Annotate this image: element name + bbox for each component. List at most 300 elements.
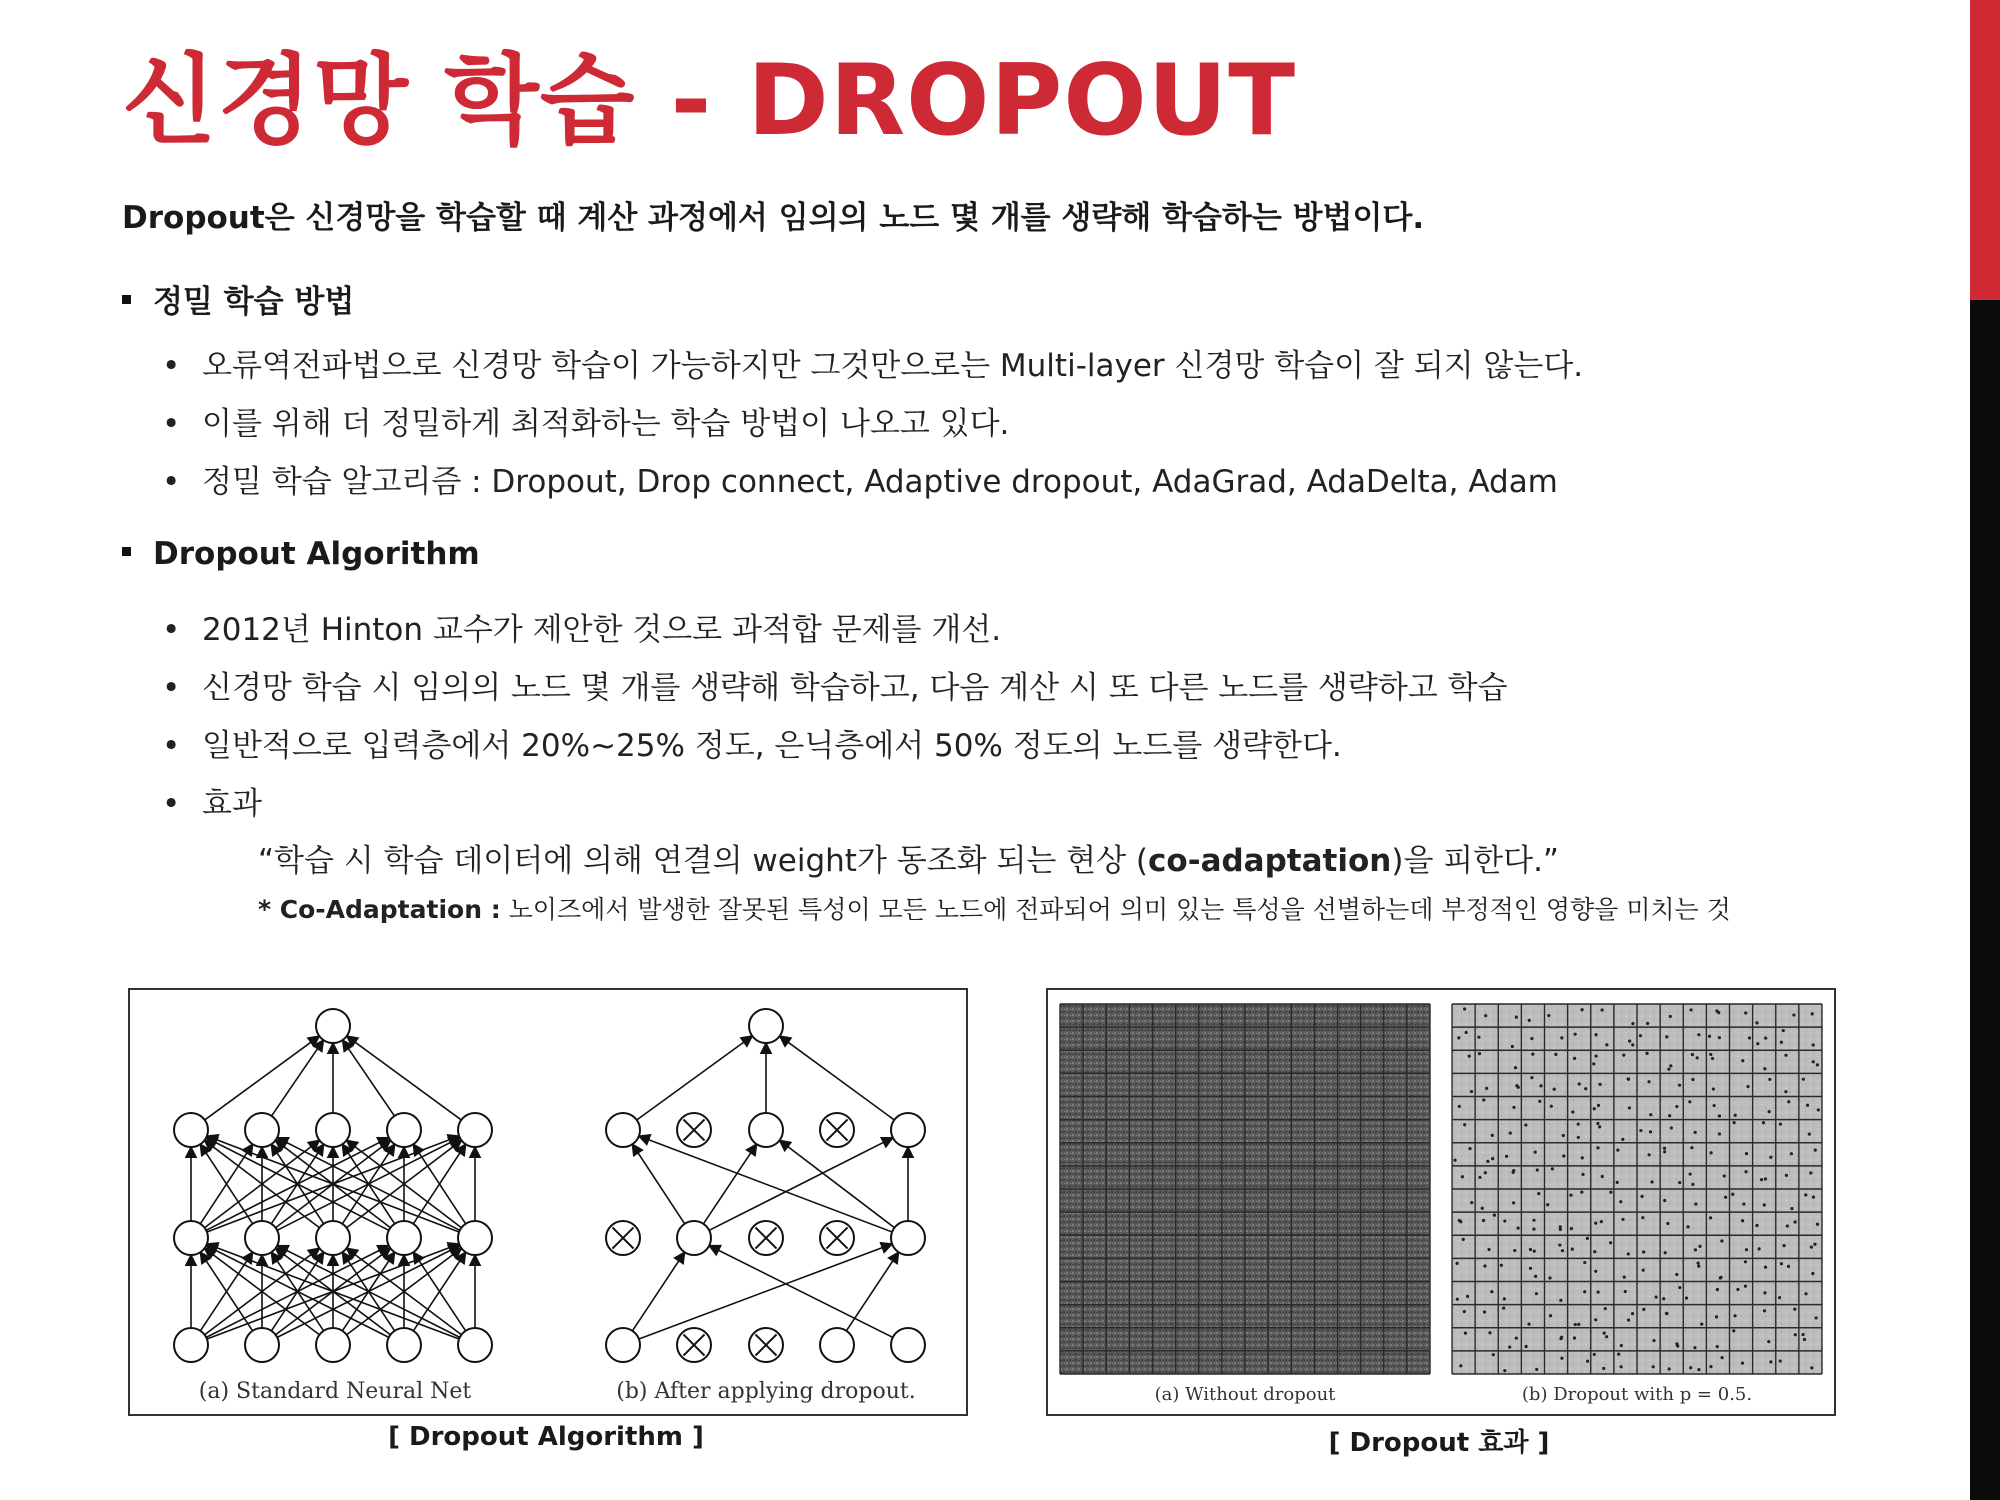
feature-dot [1663,1199,1666,1202]
feature-dot [1509,1131,1512,1134]
neural-net-diagram [130,990,966,1414]
feature-dot [1462,1238,1465,1241]
feature-dot [1662,1297,1665,1300]
feature-dot [1709,1216,1712,1219]
feature-dot [1458,1105,1461,1108]
feature-dot [1586,1237,1589,1240]
feature-dot [1744,1285,1747,1288]
feature-dot [1697,1261,1700,1264]
feature-dot [1642,1250,1645,1253]
feature-dot [1463,1310,1466,1313]
feature-dot [1537,1192,1540,1195]
feature-dot [1586,1360,1589,1363]
feature-dot [1782,1244,1785,1247]
network-node [458,1328,492,1362]
feature-dot [1559,1225,1562,1228]
network-node [677,1221,711,1255]
dropped-node [749,1328,783,1362]
feature-dot [1669,1015,1672,1018]
feature-dot [1535,1368,1538,1371]
feature-dot [1512,1169,1515,1172]
feature-dot [1562,1154,1565,1157]
list-item: • 신경망 학습 시 임의의 노드 몇 개를 생략해 학습하고, 다음 계산 시 또 다른 노드를 생략하고 학습 [162,670,1508,706]
feature-dot [1745,1248,1748,1251]
co-adaptation-note: * Co-Adaptation : 노이즈에서 발생한 잘못된 특성이 모든 노드에 전파되어 의미 있는 특성을 선별하는데 부정적인 영향을 미치는 것 [258,895,1731,924]
dropped-node [606,1221,640,1255]
feature-dot [1465,1031,1468,1034]
feature-dot [1513,1249,1516,1252]
feature-dot [1577,1323,1580,1326]
feature-dot [1732,1329,1735,1332]
feature-dot [1524,1123,1527,1126]
feature-dot [1573,1336,1576,1339]
feature-dot [1530,1037,1533,1040]
feature-dot [1709,1053,1712,1056]
feature-dot [1768,1078,1771,1081]
feature-dot [1697,1368,1700,1371]
feature-dot [1600,1220,1603,1223]
feature-dot [1816,1223,1819,1226]
connection-edge [709,1246,893,1338]
feature-dot [1559,1299,1562,1302]
figure-caption-algorithm: [ Dropout Algorithm ] [388,1422,704,1452]
feature-dot [1517,1086,1520,1089]
feature-dot [1529,1248,1532,1251]
feature-dot [1640,1195,1643,1198]
feature-dot [1688,1100,1691,1103]
feature-dot [1715,1315,1718,1318]
feature-dot [1596,1146,1599,1149]
feature-dot [1503,1219,1506,1222]
feature-dot [1811,1012,1814,1015]
feature-dot [1718,1132,1721,1135]
feature-dot [1764,1037,1767,1040]
feature-dot [1744,1170,1747,1173]
feature-dot [1628,1039,1631,1042]
connection-edge [205,1036,320,1120]
feature-dot [1816,1063,1819,1066]
feature-dot [1648,1153,1651,1156]
with-dropout-label: (b) Dropout with p = 0.5. [1521,1384,1753,1405]
feature-dot [1744,1260,1747,1263]
feature-dot [1779,1359,1782,1362]
feature-dot [1813,1243,1816,1246]
feature-dot [1762,1121,1765,1124]
feature-dot [1482,1219,1485,1222]
feature-dot [1622,1054,1625,1057]
feature-dot [1763,1203,1766,1206]
list-item: • 정밀 학습 알고리즘 : Dropout, Drop connect, Adaptive dropout, AdaGrad, AdaDelta, Adam [162,464,1558,500]
feature-dot [1603,1332,1606,1335]
feature-dot [1512,1201,1515,1204]
feature-dot [1665,1035,1668,1038]
feature-dot [1817,1108,1820,1111]
feature-dot [1696,1056,1699,1059]
feature-dot [1621,1138,1624,1141]
feature-dot [1580,1191,1583,1194]
feature-dot [1812,1195,1815,1198]
feature-dot [1763,1067,1766,1070]
feature-dot [1802,1078,1805,1081]
network-node [749,1009,783,1043]
feature-dot [1787,1265,1790,1268]
feature-dot [1806,1104,1809,1107]
feature-grid-diagram [1048,990,1834,1414]
feature-dot [1463,1007,1466,1010]
feature-dot [1532,1219,1535,1222]
feature-dot [1561,1249,1564,1252]
sidebar-dark-bar [1970,300,2000,1500]
feature-dot [1468,1055,1471,1058]
dropped-node [677,1328,711,1362]
feature-dot [1466,1295,1469,1298]
feature-dot [1583,1290,1586,1293]
feature-dot [1492,1353,1495,1356]
feature-dot [1655,1295,1658,1298]
feature-dot [1779,1123,1782,1126]
feature-dot [1534,1275,1537,1278]
feature-dot [1793,1220,1796,1223]
network-node [387,1328,421,1362]
feature-dot [1593,1107,1596,1110]
feature-dot [1478,1052,1481,1055]
feature-dot [1790,1207,1793,1210]
feature-dot [1617,1353,1620,1356]
feature-dot [1720,1239,1723,1242]
feature-dot [1594,1222,1597,1225]
feature-dot [1593,1353,1596,1356]
feature-dot [1712,1087,1715,1090]
feature-dot [1491,1157,1494,1160]
feature-dot [1459,1364,1462,1367]
feature-dot [1457,1036,1460,1039]
network-node [387,1113,421,1147]
feature-dot [1665,1312,1668,1315]
network-node [174,1113,208,1147]
feature-dot [1505,1155,1508,1158]
feature-dot [1769,1156,1772,1159]
feature-dot [1515,1015,1518,1018]
feature-dot [1571,1110,1574,1113]
feature-dot [1790,1152,1793,1155]
connection-edge [703,1144,756,1224]
connection-edge [639,1136,892,1232]
list-item: • 오류역전파법으로 신경망 학습이 가능하지만 그것만으로는 Multi-layer 신경망 학습이 잘 되지 않는다. [162,348,1584,384]
feature-dot [1597,1291,1600,1294]
dropped-node [820,1113,854,1147]
feature-dot [1810,1245,1813,1248]
network-node [891,1328,925,1362]
feature-dot [1483,1310,1486,1313]
feature-dot [1490,1290,1493,1293]
feature-dot [1708,1035,1711,1038]
feature-dot [1769,1360,1772,1363]
feature-dot [1689,1008,1692,1011]
feature-dot [1485,1087,1488,1090]
feature-dot [1652,1339,1655,1342]
feature-dot [1539,1084,1542,1087]
feature-dot [1550,1105,1553,1108]
feature-dot [1527,1322,1530,1325]
feature-dot [1675,1273,1678,1276]
feature-dot [1533,1250,1536,1253]
feature-dot [1768,1110,1771,1113]
list-item: • 일반적으로 입력층에서 20%~25% 정도, 은닉층에서 50% 정도의 노드를 생략한다. [162,728,1342,764]
dropout-effect-figure [1046,988,1836,1416]
feature-dot [1763,1309,1766,1312]
feature-dot [1731,1193,1734,1196]
network-node [891,1113,925,1147]
feature-dot [1620,1344,1623,1347]
feature-dot [1597,1104,1600,1107]
feature-dot [1604,1307,1607,1310]
feature-dot [1512,1106,1515,1109]
feature-dot [1649,1130,1652,1133]
feature-dot [1741,1361,1744,1364]
feature-dot [1592,1062,1595,1065]
feature-dot [1536,1168,1539,1171]
feature-dot [1503,1369,1506,1372]
feature-dot [1678,1084,1681,1087]
feature-dot [1778,1296,1781,1299]
feature-dot [1808,1133,1811,1136]
feature-dot [1801,1333,1804,1336]
feature-dot [1578,1082,1581,1085]
feature-dot [1664,1251,1667,1254]
feature-dot [1718,1114,1721,1117]
feature-dot [1515,1337,1518,1340]
feature-dot [1650,1180,1653,1183]
feature-dot [1562,1134,1565,1137]
feature-dot [1503,1297,1506,1300]
feature-dot [1456,1262,1459,1265]
feature-dot [1577,1136,1580,1139]
feature-dot [1647,1080,1650,1083]
feature-dot [1786,1224,1789,1227]
feature-dot [1535,1292,1538,1295]
feature-dot [1812,1043,1815,1046]
feature-dot [1532,1227,1535,1230]
feature-dot [1748,1036,1751,1039]
feature-dot [1605,1335,1608,1338]
feature-dot [1649,1113,1652,1116]
feature-dot [1646,1052,1649,1055]
feature-dot [1581,1008,1584,1011]
feature-dot [1742,1202,1745,1205]
feature-dot [1667,1068,1670,1071]
feature-dot [1560,1036,1563,1039]
feature-dot [1694,1202,1697,1205]
feature-dot [1691,1053,1694,1056]
feature-dot [1697,1264,1700,1267]
feature-dot [1784,1054,1787,1057]
network-node [245,1328,279,1362]
feature-dot [1500,1264,1503,1267]
feature-dot [1804,1292,1807,1295]
feature-dot [1812,1060,1815,1063]
feature-dot [1763,1291,1766,1294]
feature-dot [1493,1214,1496,1217]
feature-dot [1639,1034,1642,1037]
section-heading-precise-learning: 정밀 학습 방법 [122,276,354,321]
network-node [174,1328,208,1362]
network-node [316,1221,350,1255]
feature-dot [1482,1098,1485,1101]
feature-dot [1609,1191,1612,1194]
feature-dot [1809,1171,1812,1174]
list-item: • 2012년 Hinton 교수가 제안한 것으로 과적합 문제를 개선. [162,612,1002,648]
feature-dot [1811,1272,1814,1275]
feature-dot [1787,1100,1790,1103]
feature-dot [1627,1078,1630,1081]
feature-dot [1780,1041,1783,1044]
feature-dot [1502,1306,1505,1309]
feature-dot [1642,1269,1645,1272]
feature-dot [1744,1011,1747,1014]
feature-dot [1755,1021,1758,1024]
feature-dot [1709,1365,1712,1368]
feature-dot [1716,1345,1719,1348]
connection-edge [632,1144,684,1224]
feature-dot [1641,1216,1644,1219]
dropped-node [820,1221,854,1255]
feature-dot [1548,1276,1551,1279]
feature-dot [1670,1126,1673,1129]
feature-dot [1784,1090,1787,1093]
feature-dot [1724,1196,1727,1199]
feature-dot [1755,1224,1758,1227]
feature-dot [1484,1014,1487,1017]
connection-edge [780,1140,895,1227]
feature-dot [1700,1323,1703,1326]
feature-dot [1720,1356,1723,1359]
feature-dot [1693,1346,1696,1349]
network-node [606,1113,640,1147]
feature-dot [1652,1365,1655,1368]
feature-dot [1514,1066,1517,1069]
feature-dot [1717,1011,1720,1014]
feature-dot [1598,1125,1601,1128]
feature-dot [1685,1296,1688,1299]
feature-dot [1814,1149,1817,1152]
feature-dot [1583,1261,1586,1264]
feature-dot [1745,1152,1748,1155]
feature-dot [1484,1171,1487,1174]
feature-dot [1698,1245,1701,1248]
connection-edge [780,1036,895,1120]
feature-dot [1623,1276,1626,1279]
feature-dot [1627,1318,1630,1321]
connection-edge [637,1036,753,1120]
network-node [606,1328,640,1362]
feature-dot [1691,1078,1694,1081]
feature-dot [1581,1156,1584,1159]
feature-dot [1718,1036,1721,1039]
feature-dot [1594,1033,1597,1036]
feature-dot [1666,1222,1669,1225]
page-title: 신경망 학습 - DROPOUT [122,44,1297,158]
feature-dot [1663,1150,1666,1153]
feature-dot [1477,1036,1480,1039]
feature-dot [1570,1227,1573,1230]
feature-dot [1710,1151,1713,1154]
network-node [820,1328,854,1362]
feature-dot [1668,1367,1671,1370]
feature-dot [1668,1114,1671,1117]
without-dropout-label: (a) Without dropout [1154,1384,1336,1405]
feature-dot [1478,1176,1481,1179]
network-node [458,1221,492,1255]
dropped-node [677,1113,711,1147]
feature-dot [1756,1042,1759,1045]
feature-dot [1593,1250,1596,1253]
feature-dot [1569,1194,1572,1197]
feature-dot [1804,1193,1807,1196]
feature-dot [1594,1318,1597,1321]
feature-dot [1511,1045,1514,1048]
list-item: • 이를 위해 더 정밀하게 최적화하는 학습 방법이 나오고 있다. [162,406,1010,442]
feature-dot [1574,1033,1577,1036]
feature-dot [1616,1149,1619,1152]
sidebar-accent-bar [1970,0,2000,300]
feature-dot [1464,1332,1467,1335]
section-heading-dropout-algorithm: Dropout Algorithm [122,536,480,572]
connection-edge [709,1138,893,1231]
feature-dot [1767,1340,1770,1343]
feature-dot [1780,1262,1783,1265]
feature-dot [1642,1308,1645,1311]
feature-dot [1551,1167,1554,1170]
feature-dot [1488,1331,1491,1334]
feature-dot [1764,1266,1767,1269]
intro-text: Dropout은 신경망을 학습할 때 계산 과정에서 임의의 노드 몇 개를 생략해 학습하는 방법이다. [122,200,1425,236]
feature-dot [1456,1298,1459,1301]
feature-dot [1719,1276,1722,1279]
feature-dot [1810,1366,1813,1369]
connection-edge [846,1252,898,1331]
feature-dot [1621,1218,1624,1221]
network-node [316,1328,350,1362]
feature-dot [1481,1207,1484,1210]
feature-dot [1453,1159,1456,1162]
feature-dot [1483,1264,1486,1267]
feature-dot [1628,1106,1631,1109]
feature-dot [1690,1146,1693,1149]
feature-dot [1534,1150,1537,1153]
feature-dot [1560,1357,1563,1360]
feature-dot [1553,1088,1556,1091]
feature-dot [1546,1203,1549,1206]
feature-dot [1793,1308,1796,1311]
feature-dot [1594,1054,1597,1057]
feature-dot [1468,1147,1471,1150]
feature-dot [1669,1064,1672,1067]
connection-edge [347,1036,462,1120]
feature-dot [1734,1114,1737,1117]
network-node [174,1221,208,1255]
feature-dot [1631,1043,1634,1046]
figure-caption-effect: [ Dropout 효과 ] [1328,1428,1550,1458]
feature-dot [1639,1129,1642,1132]
feature-dot [1675,1342,1678,1345]
feature-dot [1689,1172,1692,1175]
feature-dot [1596,1122,1599,1125]
square-bullet-icon [122,295,131,304]
feature-dot [1694,1131,1697,1134]
feature-dot [1711,1057,1714,1060]
feature-dot [1491,1134,1494,1137]
feature-dot [1598,1083,1601,1086]
